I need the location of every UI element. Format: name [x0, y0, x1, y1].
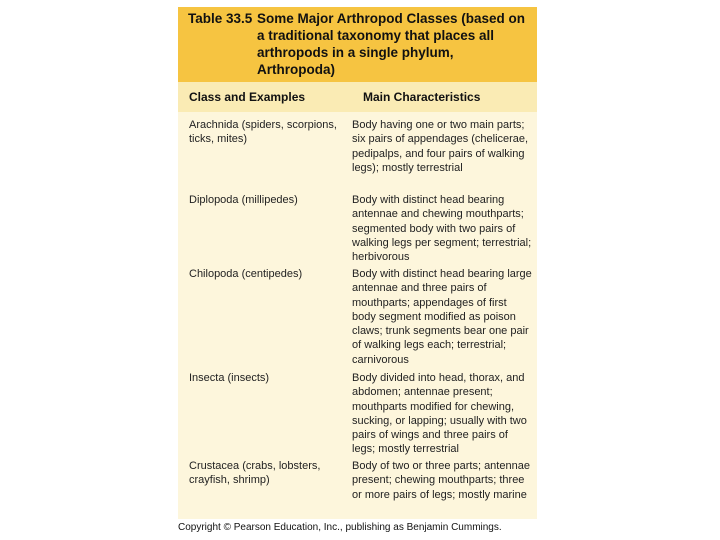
class-cell: Chilopoda (centipedes) — [189, 268, 303, 280]
table-title-bar — [178, 7, 537, 82]
class-cell: Crustacea (crabs, lobsters, crayfish, shrimp) — [189, 460, 321, 487]
column-header-class: Class and Examples — [189, 90, 306, 104]
characteristics-cell: Body having one or two main parts; six pairs of appendages (chelicerae, pedipalps, and four pairs of walking legs); mostly terrestrial — [352, 119, 529, 174]
class-cell: Arachnida (spiders, scorpions, ticks, mites) — [189, 119, 337, 146]
characteristics-cell: Body of two or three parts; antennae present; chewing mouthparts; three or more pairs of legs; mostly marine — [352, 460, 530, 501]
characteristics-cell: Body divided into head, thorax, and abdomen; antennae present; mouthparts modified for chewing, sucking, or lapping; usually with two pairs of wings and three pairs of legs; mostly terrestrial — [352, 372, 527, 456]
class-cell: Insecta (insects) — [189, 372, 270, 384]
characteristics-cell: Body with distinct head bearing antennae and chewing mouthparts; segmented body with two pairs of walking legs per segment; terrestrial; herbivorous — [352, 194, 532, 264]
class-cell: Diplopoda (millipedes) — [189, 194, 298, 206]
column-header-characteristics: Main Characteristics — [363, 90, 481, 104]
table-number: Table 33.5 — [188, 11, 253, 26]
table-header-row — [178, 82, 537, 112]
characteristics-cell: Body with distinct head bearing large antennae and three pairs of mouthparts; appendages of first body segment modified as poison claws; trunk segments bear one pair of walking legs each; terrestrial; carnivorous — [352, 268, 532, 366]
table-title: Some Major Arthropod Classes (based on a traditional taxonomy that places all arthropods in a single phylum, Arthropoda) — [257, 11, 526, 77]
copyright-notice: Copyright © Pearson Education, Inc., publishing as Benjamin Cummings. — [178, 522, 502, 533]
arthropod-classes-table — [178, 7, 537, 519]
